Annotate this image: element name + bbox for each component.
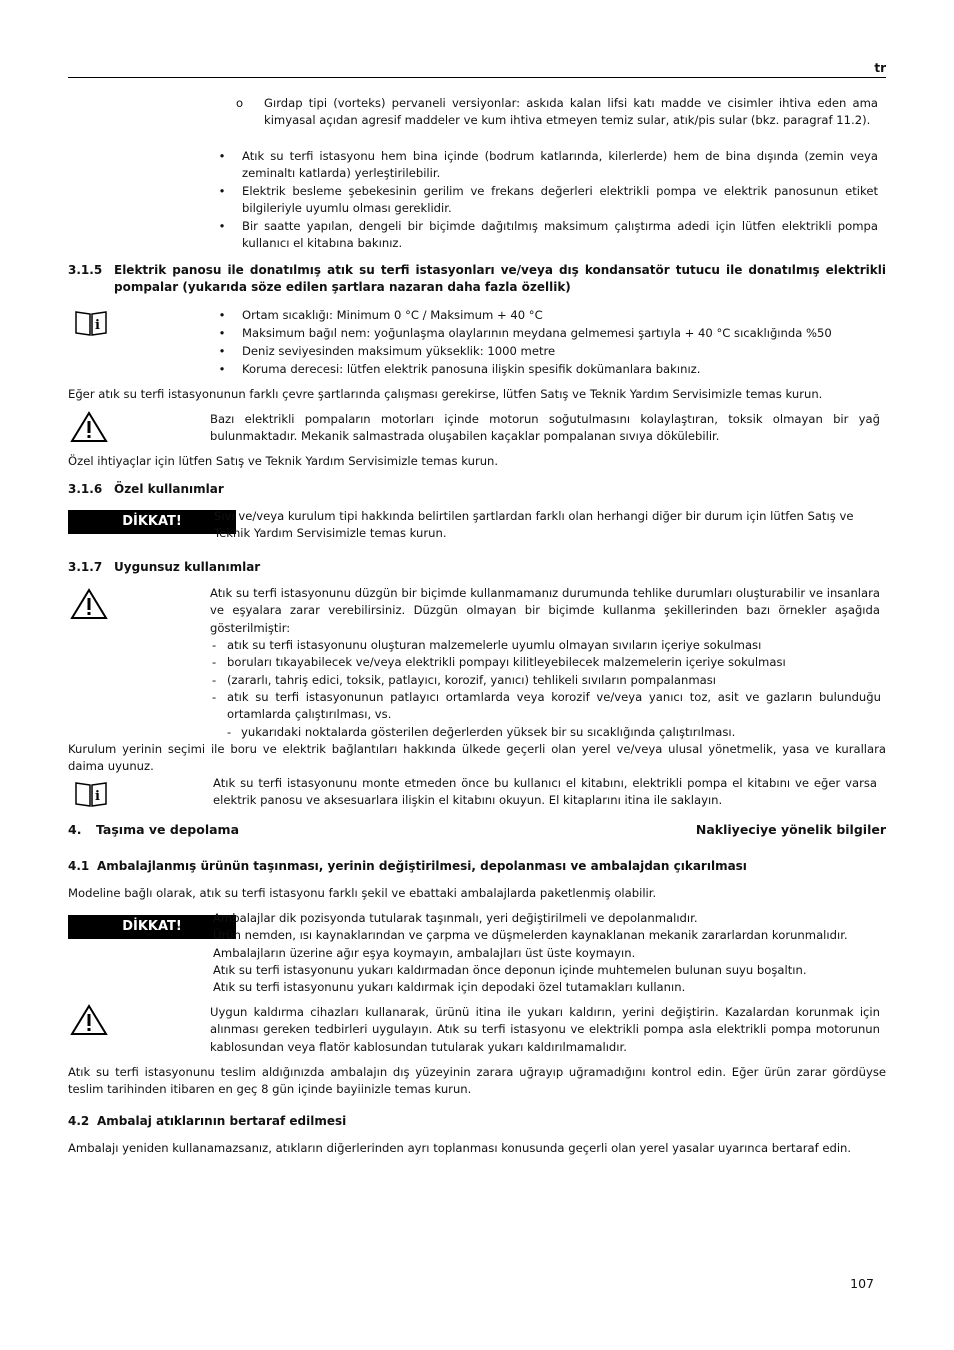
bullet-marker: • — [218, 344, 226, 358]
paragraph: Modeline bağlı olarak, atık su terfi istasyonu farklı şekil ve ebattaki ambalajlarda paketlenmiş olabilir. — [68, 886, 657, 900]
paragraph: Özel ihtiyaçlar için lütfen Satış ve Teknik Yardım Servisimizle temas kurun. — [68, 454, 499, 468]
attention-text: Ambalajların üzerine ağır eşya koymayın, ambalajları üst üste koymayın. — [213, 946, 636, 960]
dash-marker: - — [212, 655, 217, 669]
list-item: boruları tıkayabilecek ve/veya elektrikli pompayı kilitleyebilecek malzemelerin içeriye sokulması — [227, 655, 786, 669]
dash-marker: - — [212, 673, 217, 687]
language-code: tr — [874, 61, 886, 75]
attention-text: Atık su terfi istasyonunu yukarı kaldırmadan önce deponun içinde muhtemelen bulunan suyu boşaltın. — [213, 963, 807, 977]
warning-triangle-icon — [70, 411, 108, 443]
section-title: Ambalaj atıklarının bertaraf edilmesi — [97, 1114, 347, 1128]
section-number: 3.1.5 — [68, 263, 103, 277]
list-item: atık su terfi istasyonunu oluşturan malzemelerle uyumlu olmayan sıvıların içeriye sokulması — [227, 638, 762, 652]
warning-triangle-icon — [70, 588, 108, 620]
info-book-icon — [74, 780, 108, 808]
warning-triangle-icon — [70, 1004, 108, 1036]
bullet-text: Maksimum bağıl nem: yoğunlaşma olaylarının meydana gelmemesi şartıyla + 40 °C sıcaklığında %50 — [242, 326, 832, 340]
bullet-text: Ortam sıcaklığı: Minimum 0 °C / Maksimum + 40 °C — [242, 308, 543, 322]
list-item: atık su terfi istasyonunun patlayıcı ortamlarda veya korozif ve/veya yanıcı toz, asit ve gazların bulunduğu ortamlarda çalıştırılması, vs. — [227, 690, 881, 722]
chapter-title: Taşıma ve depolama — [96, 822, 240, 837]
audience-label: Nakliyeciye yönelik bilgiler — [695, 822, 886, 837]
bullet-marker: • — [218, 362, 226, 376]
attention-text: Atık su terfi istasyonunu yukarı kaldırmak için depodaki özel tutamakları kullanın. — [213, 980, 686, 994]
attention-text: Sıvı ve/veya kurulum tipi hakkında belirtilen şartlardan farklı olan herhangi diğer bir durum için lütfen Satış ve Teknik Yardım Servisimizle temas kurun. — [214, 509, 854, 541]
chapter-number: 4. — [68, 822, 82, 837]
svg-text:i: i — [95, 789, 100, 804]
bullet-marker: • — [218, 219, 226, 233]
sub-bullet-text: Gırdap tipi (vorteks) pervaneli versiyonlar: askıda kalan lifsi katı madde ve cisimler ihtiva eden ama kimyasal açıdan agresif maddeler ve kum ihtiva etmeyen temiz sular, atık/pis sular (bkz. paragraf 11.2). — [264, 96, 878, 128]
sub-bullet-marker: o — [236, 96, 244, 110]
bullet-text: Koruma derecesi: lütfen elektrik panosuna ilişkin spesifik dokümanlara bakınız. — [242, 362, 701, 376]
bullet-marker: • — [218, 326, 226, 340]
section-number: 3.1.7 — [68, 560, 103, 574]
paragraph: Eğer atık su terfi istasyonunun farklı çevre şartlarında çalışması gerekirse, lütfen Satış ve Teknik Yardım Servisimizle temas kurun. — [68, 387, 823, 401]
dash-marker: - — [212, 690, 217, 704]
section-number: 4.2 — [68, 1114, 90, 1128]
section-title: Özel kullanımlar — [114, 482, 224, 496]
paragraph: Atık su terfi istasyonunu teslim aldığınızda ambalajın dış yüzeyinin zarara uğrayıp uğramadığını kontrol edin. Eğer ürün zarar gördüyse teslim tarihinden itibaren en geç 8 gün içinde bayiinizle temas kurun. — [68, 1065, 886, 1097]
warning-text: Atık su terfi istasyonunu düzgün bir biçimde kullanmamanız durumunda tehlike durumları oluşturabilir ve insanlara ve eşyalara zarar verebilirsiniz. Düzgün olmayan bir biçimde kullanma şekillerinden bazı örnekler aşağıda gösterilmiştir: — [210, 586, 880, 635]
attention-text: Ürün nemden, ısı kaynaklarından ve çarpma ve düşmelerden kaynaklanan mekanik zararlardan korunmalıdır. — [213, 928, 848, 942]
dash-marker: - — [227, 725, 232, 739]
header-rule — [68, 77, 886, 78]
warning-text: Bazı elektrikli pompaların motorları içinde motorun soğutulmasını kolaylaştıran, toksik olmayan bir yağ bulunmaktadır. Mekanik salmastrada oluşabilen kaçaklar pompalanan sıvıya dökülebilir. — [210, 412, 880, 444]
bullet-text: Atık su terfi istasyonu hem bina içinde (bodrum katlarında, kilerlerde) hem de bina dışında (zemin veya zeminaltı katlarda) yerleştirilebilir. — [242, 149, 878, 181]
attention-badge: DİKKAT! — [68, 915, 236, 939]
page-number: 107 — [850, 1276, 874, 1291]
section-number: 3.1.6 — [68, 482, 103, 496]
attention-badge: DİKKAT! — [68, 510, 236, 534]
bullet-marker: • — [218, 184, 226, 198]
section-title: Ambalajlanmış ürünün taşınması, yerinin değiştirilmesi, depolanması ve ambalajdan çıkarılması — [97, 859, 747, 873]
info-text: Atık su terfi istasyonunu monte etmeden önce bu kullanıcı el kitabını, elektrikli pompa el kitabını ve eğer varsa elektrik panosu ve aksesuarlara ilişkin el kitabını okuyun. El kitaplarını itina ile saklayın. — [213, 776, 877, 808]
bullet-text: Deniz seviyesinden maksimum yükseklik: 1000 metre — [242, 344, 556, 358]
dash-marker: - — [212, 638, 217, 652]
section-title: Elektrik panosu ile donatılmış atık su terfi istasyonları ve/veya dış kondansatör tutucu ile donatılmış elektrikli pompalar (yukarıda söze edilen şartlara nazaran daha fazla özellik) — [114, 263, 886, 295]
section-title: Uygunsuz kullanımlar — [114, 560, 261, 574]
warning-text: Uygun kaldırma cihazları kullanarak, ürünü itina ile yukarı kaldırın, yerini değiştirin. Kazalardan korunmak için alınması gereken tedbirleri uygulayın. Atık su terfi istasyonu ve elektrikli pompa asla elektrikli pompa motorunun kablosundan veya flatör kablosundan tutularak yukarı kaldırılmamalıdır. — [210, 1005, 880, 1054]
list-item: (zararlı, tahriş edici, toksik, patlayıcı, korozif, yanıcı) tehlikeli sıvıların pompalanması — [227, 673, 716, 687]
bullet-text: Bir saatte yapılan, dengeli bir biçimde dağıtılmış maksimum çalıştırma adedi için lütfen elektrikli pompa kullanıcı el kitabına bakınız. — [242, 219, 878, 251]
paragraph: Kurulum yerinin seçimi ile boru ve elektrik bağlantıları hakkında ülkede geçerli olan yerel ve/veya ulusal yönetmelik, yasa ve kurallara daima uyunuz. — [68, 742, 886, 774]
info-book-icon — [74, 309, 108, 337]
bullet-text: Elektrik besleme şebekesinin gerilim ve frekans değerleri elektrikli pompa ve elektrik panosunun etiket bilgileriyle uyumlu olması gereklidir. — [242, 184, 878, 216]
attention-text: Ambalajlar dik pozisyonda tutularak taşınmalı, yeri değiştirilmeli ve depolanmalıdır. — [213, 911, 698, 925]
list-item: yukarıdaki noktalarda gösterilen değerlerden yüksek bir su sıcaklığında çalıştırılması. — [241, 725, 736, 739]
bullet-marker: • — [218, 149, 226, 163]
section-number: 4.1 — [68, 859, 90, 873]
paragraph: Ambalajı yeniden kullanamazsanız, atıkların diğerlerinden ayrı toplanması konusunda geçerli olan yerel yasalar uyarınca bertaraf edin. — [68, 1141, 852, 1155]
svg-text:i: i — [95, 318, 100, 333]
bullet-marker: • — [218, 308, 226, 322]
